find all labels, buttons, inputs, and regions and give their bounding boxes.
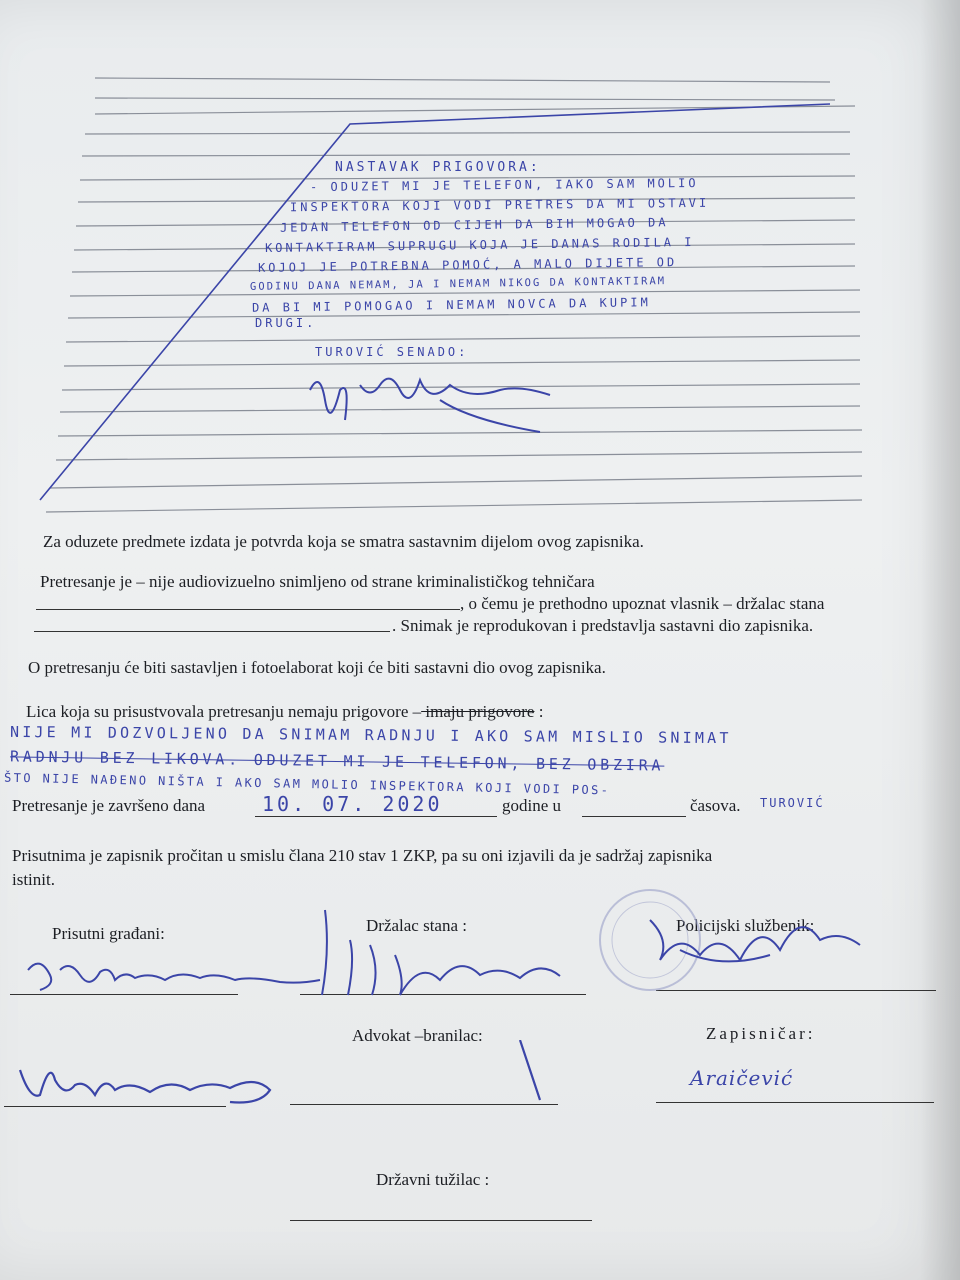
objection-signature bbox=[300, 360, 570, 440]
remark-line-3: ŠTO NIJE NAĐENO NIŠTA I AKO SAM MOLIO INSPEKTORA KOJI VODI POS- bbox=[3, 770, 611, 798]
hours-label: časova. bbox=[690, 796, 741, 815]
colon: : bbox=[534, 702, 544, 721]
objection-title: NASTAVAK PRIGOVORA: bbox=[335, 160, 541, 175]
remark-tail: TUROVIĆ bbox=[760, 796, 825, 810]
citizens-label: Prisutni građani: bbox=[52, 924, 165, 943]
objection-line: KONTAKTIRAM SUPRUGU KOJA JE DANAS RODILA I bbox=[264, 235, 695, 255]
prosecutor-label: Državni tužilac : bbox=[376, 1170, 490, 1189]
holder-label: Držalac stana : bbox=[366, 916, 467, 935]
objection-line: JEDAN TELEFON OD CIJEH DA BIH MOGAO DA bbox=[279, 215, 669, 235]
has-objections-struck: imaju prigovore bbox=[421, 702, 535, 721]
recording-text-1: Pretresanje je – nije audiovizuelno snimljeno od strane kriminalističkog tehničara bbox=[40, 572, 595, 591]
completed-date: 10. 07. 2020 bbox=[262, 792, 443, 816]
persons-present-text bbox=[26, 702, 543, 722]
objection-line: GODINU DANA NEMAM, JA I NEMAM NIKOG DA KONTAKTIRAM bbox=[249, 275, 667, 293]
photo-report-text: O pretresanju će biti sastavljen i fotoelaborat koji će biti sastavni dio ovog zapisnika. bbox=[28, 658, 606, 677]
completed-label: Pretresanje je završeno dana bbox=[12, 796, 206, 815]
owner-blank bbox=[34, 631, 390, 632]
row2-signatures bbox=[0, 1040, 600, 1110]
remark-line-2: RADNJU BEZ LIKOVA. ODUZET MI JE TELEFON, BEZ OBZIRA bbox=[9, 747, 665, 775]
technician-blank bbox=[36, 609, 460, 610]
read-statement-2: istinit. bbox=[12, 870, 55, 889]
row1-signatures bbox=[0, 900, 960, 1010]
year-label: godine u bbox=[502, 796, 562, 815]
objection-line: DA BI MI POMOGAO I NEMAM NOVCA DA KUPIM bbox=[251, 295, 651, 315]
recorder-label: Zapisničar: bbox=[706, 1024, 816, 1043]
objection-line: KOJOJ JE POTREBNA POMOĆ, A MALO DIJETE OD bbox=[257, 255, 678, 275]
objection-signature-name: TUROVIĆ SENADO: bbox=[315, 345, 469, 359]
recorder-sign-line bbox=[656, 1102, 934, 1103]
recording-text-2: , o čemu je prethodno upoznat vlasnik – držalac stana bbox=[460, 594, 825, 613]
objection-line: - ODUZET MI JE TELEFON, IAKO SAM MOLIO bbox=[309, 175, 699, 195]
recorder-signature: Araičević bbox=[690, 1066, 794, 1090]
lawyer-label: Advokat –branilac: bbox=[352, 1026, 483, 1045]
recording-text-3: . Snimak je reprodukovan i predstavlja sastavni dio zapisnika. bbox=[392, 616, 814, 635]
seized-items-text: Za oduzete predmete izdata je potvrda koja se smatra sastavnim dijelom ovog zapisnika. bbox=[43, 532, 644, 551]
read-statement-1: Prisutnima je zapisnik pročitan u smislu člana 210 stav 1 ZKP, pa su oni izjavili da je sadržaj zapisnika bbox=[12, 846, 713, 865]
remark-line-1: NIJE MI DOZVOLJENO DA SNIMAM RADNJU I AKO SAM MISLIO SNIMAT bbox=[9, 722, 732, 748]
prosecutor-sign-line bbox=[290, 1220, 592, 1221]
objection-line: DRUGI. bbox=[255, 316, 317, 330]
no-objections-label: Lica koja su prisustvovala pretresanju nemaju prigovore – bbox=[26, 702, 422, 721]
date-blank bbox=[255, 816, 497, 817]
objection-line: INSPEKTORA KOJI VODI PRETRES DA MI OSTAVI bbox=[289, 195, 710, 215]
hours-blank bbox=[582, 816, 686, 817]
officer-label: Policijski službenik: bbox=[676, 916, 815, 935]
